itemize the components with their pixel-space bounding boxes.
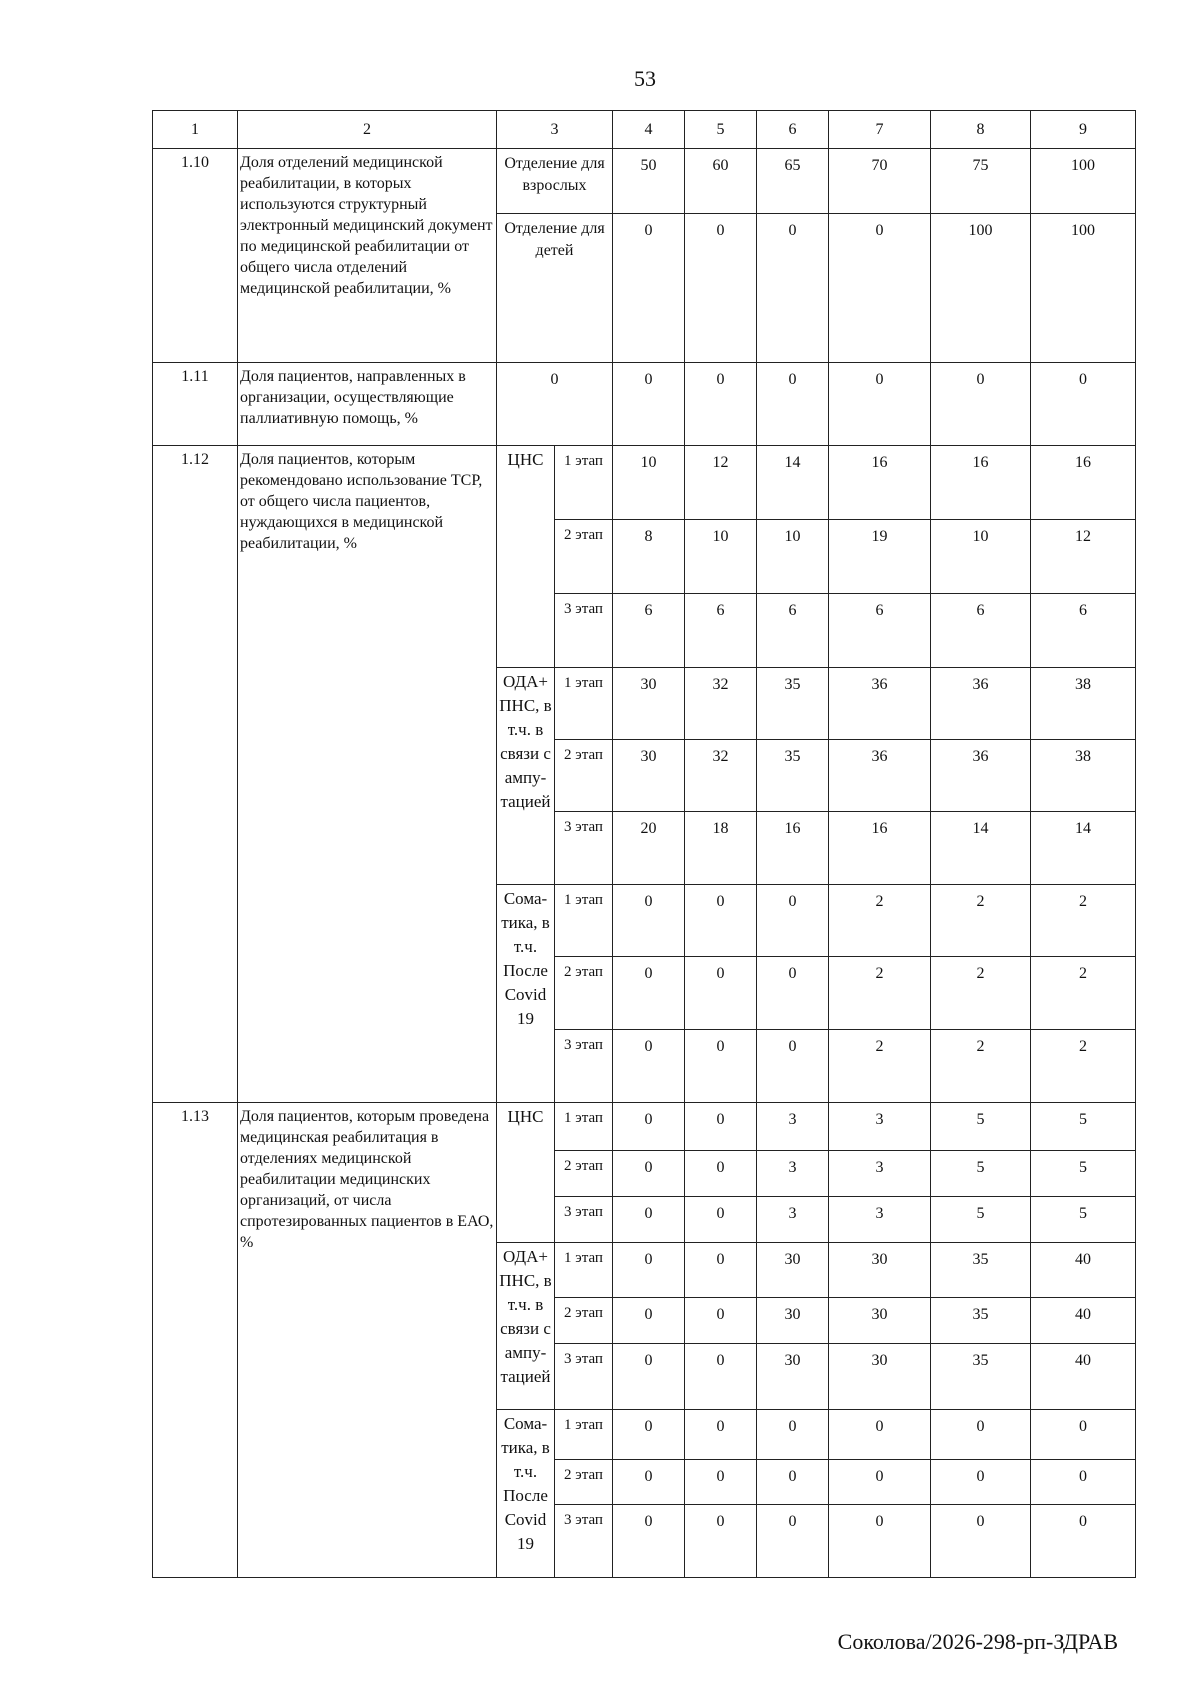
value-cell: 0: [613, 1029, 685, 1102]
value-cell: 35: [931, 1242, 1031, 1298]
row-description: Доля пациентов, направленных в организации, осуществляющие паллиативную помощь, %: [238, 363, 497, 446]
value-cell: 20: [613, 812, 685, 885]
value-cell: 3: [829, 1196, 931, 1242]
stage-label: 3 этап: [555, 594, 613, 668]
value-cell: 100: [931, 214, 1031, 363]
value-cell: 0: [757, 1029, 829, 1102]
value-cell: 2: [829, 884, 931, 956]
value-cell: 14: [757, 446, 829, 520]
value-cell: 0: [613, 1409, 685, 1460]
value-cell: 0: [613, 1151, 685, 1197]
value-cell: 30: [829, 1298, 931, 1344]
group-label: ОДА+ ПНС, в т.ч. в связи с ампу- тацией: [497, 668, 555, 885]
value-cell: 2: [1031, 884, 1136, 956]
value-cell: 16: [1031, 446, 1136, 520]
group-label: ЦНС: [497, 1102, 555, 1242]
value-cell: 10: [931, 520, 1031, 594]
value-cell: 0: [685, 1298, 757, 1344]
value-cell: 6: [829, 594, 931, 668]
value-cell: 0: [1031, 363, 1136, 446]
value-cell: 0: [829, 363, 931, 446]
value-cell: 16: [829, 446, 931, 520]
value-cell: 0: [613, 956, 685, 1029]
stage-label: 1 этап: [555, 1409, 613, 1460]
value-cell: 5: [931, 1196, 1031, 1242]
value-cell: 0: [685, 884, 757, 956]
value-cell: 3: [757, 1151, 829, 1197]
table-row: [153, 1102, 1136, 1151]
value-cell: 16: [757, 812, 829, 885]
value-cell: 0: [685, 1029, 757, 1102]
value-cell: 2: [931, 1029, 1031, 1102]
value-cell: 30: [829, 1343, 931, 1409]
value-cell: 0: [685, 1460, 757, 1505]
value-cell: 0: [829, 1409, 931, 1460]
value-cell: 36: [931, 740, 1031, 812]
header-row: [153, 111, 1136, 149]
value-cell: 18: [685, 812, 757, 885]
value-cell: 36: [829, 740, 931, 812]
value-cell: 0: [757, 363, 829, 446]
value-cell: 38: [1031, 740, 1136, 812]
value-cell: 6: [931, 594, 1031, 668]
value-cell: 35: [757, 668, 829, 740]
value-cell: 0: [497, 363, 613, 446]
category-cell: Отделение для взрослых: [497, 149, 613, 214]
value-cell: 30: [757, 1242, 829, 1298]
value-cell: 0: [613, 1343, 685, 1409]
table-row: [153, 446, 1136, 520]
row-code: 1.11: [153, 363, 238, 446]
value-cell: 0: [757, 214, 829, 363]
stage-label: 2 этап: [555, 1298, 613, 1344]
value-cell: 0: [757, 1460, 829, 1505]
value-cell: 0: [757, 956, 829, 1029]
value-cell: 3: [829, 1102, 931, 1151]
value-cell: 60: [685, 149, 757, 214]
value-cell: 3: [829, 1151, 931, 1197]
header-cell: 6: [757, 111, 829, 149]
value-cell: 14: [931, 812, 1031, 885]
table-row: [153, 149, 1136, 214]
stage-label: 1 этап: [555, 1242, 613, 1298]
value-cell: 0: [829, 1504, 931, 1577]
value-cell: 70: [829, 149, 931, 214]
header-cell: 5: [685, 111, 757, 149]
value-cell: 2: [829, 1029, 931, 1102]
value-cell: 6: [1031, 594, 1136, 668]
group-label: Сома- тика, в т.ч. После Covid 19: [497, 1409, 555, 1577]
value-cell: 10: [685, 520, 757, 594]
value-cell: 35: [931, 1343, 1031, 1409]
value-cell: 38: [1031, 668, 1136, 740]
stage-label: 1 этап: [555, 668, 613, 740]
value-cell: 0: [685, 1196, 757, 1242]
value-cell: 0: [931, 1460, 1031, 1505]
value-cell: 0: [685, 1151, 757, 1197]
value-cell: 6: [685, 594, 757, 668]
row-code: 1.12: [153, 446, 238, 1102]
value-cell: 100: [1031, 214, 1136, 363]
stage-label: 2 этап: [555, 1151, 613, 1197]
value-cell: 10: [757, 520, 829, 594]
value-cell: 0: [829, 1460, 931, 1505]
value-cell: 0: [613, 1460, 685, 1505]
value-cell: 6: [613, 594, 685, 668]
value-cell: 0: [685, 956, 757, 1029]
stage-label: 3 этап: [555, 1196, 613, 1242]
group-label: ЦНС: [497, 446, 555, 668]
value-cell: 40: [1031, 1242, 1136, 1298]
value-cell: 0: [931, 363, 1031, 446]
value-cell: 0: [685, 1242, 757, 1298]
stage-label: 2 этап: [555, 740, 613, 812]
value-cell: 40: [1031, 1298, 1136, 1344]
stage-label: 3 этап: [555, 1029, 613, 1102]
table-row: [153, 363, 1136, 446]
value-cell: 36: [931, 668, 1031, 740]
stage-label: 1 этап: [555, 1102, 613, 1151]
value-cell: 0: [685, 1409, 757, 1460]
value-cell: 5: [1031, 1196, 1136, 1242]
header-cell: 2: [238, 111, 497, 149]
value-cell: 8: [613, 520, 685, 594]
header-cell: 7: [829, 111, 931, 149]
row-description: Доля пациентов, которым проведена медицинская реабилитация в отделениях медицинской реабилитации медицинских организаций, от числа спротезированных пациентов в ЕАО, %: [238, 1102, 497, 1577]
value-cell: 5: [931, 1102, 1031, 1151]
value-cell: 0: [685, 214, 757, 363]
value-cell: 32: [685, 740, 757, 812]
row-code: 1.10: [153, 149, 238, 363]
value-cell: 5: [1031, 1151, 1136, 1197]
row-code: 1.13: [153, 1102, 238, 1577]
value-cell: 0: [613, 1298, 685, 1344]
value-cell: 30: [829, 1242, 931, 1298]
value-cell: 2: [1031, 1029, 1136, 1102]
value-cell: 35: [931, 1298, 1031, 1344]
value-cell: 36: [829, 668, 931, 740]
value-cell: 65: [757, 149, 829, 214]
value-cell: 75: [931, 149, 1031, 214]
value-cell: 16: [931, 446, 1031, 520]
value-cell: 19: [829, 520, 931, 594]
value-cell: 0: [1031, 1460, 1136, 1505]
value-cell: 2: [931, 956, 1031, 1029]
value-cell: 0: [685, 363, 757, 446]
value-cell: 0: [829, 214, 931, 363]
value-cell: 2: [1031, 956, 1136, 1029]
value-cell: 0: [613, 1504, 685, 1577]
stage-label: 2 этап: [555, 520, 613, 594]
value-cell: 0: [613, 1196, 685, 1242]
header-cell: 9: [1031, 111, 1136, 149]
value-cell: 0: [931, 1409, 1031, 1460]
value-cell: 32: [685, 668, 757, 740]
document-reference: Соколова/2026-298-рп-ЗДРАВ: [837, 1629, 1118, 1654]
header-cell: 3: [497, 111, 613, 149]
value-cell: 0: [613, 363, 685, 446]
value-cell: 30: [613, 740, 685, 812]
value-cell: 0: [685, 1343, 757, 1409]
value-cell: 5: [1031, 1102, 1136, 1151]
value-cell: 0: [931, 1504, 1031, 1577]
header-cell: 4: [613, 111, 685, 149]
value-cell: 40: [1031, 1343, 1136, 1409]
stage-label: 2 этап: [555, 1460, 613, 1505]
value-cell: 0: [1031, 1409, 1136, 1460]
category-cell: Отделение для детей: [497, 214, 613, 363]
value-cell: 10: [613, 446, 685, 520]
value-cell: 14: [1031, 812, 1136, 885]
group-label: Сома- тика, в т.ч. После Covid 19: [497, 884, 555, 1102]
value-cell: 0: [757, 884, 829, 956]
value-cell: 3: [757, 1102, 829, 1151]
value-cell: 5: [931, 1151, 1031, 1197]
value-cell: 30: [757, 1343, 829, 1409]
indicators-table: [152, 110, 1136, 1578]
stage-label: 1 этап: [555, 446, 613, 520]
value-cell: 6: [757, 594, 829, 668]
value-cell: 30: [757, 1298, 829, 1344]
stage-label: 2 этап: [555, 956, 613, 1029]
value-cell: 2: [931, 884, 1031, 956]
value-cell: 3: [757, 1196, 829, 1242]
value-cell: 0: [1031, 1504, 1136, 1577]
value-cell: 35: [757, 740, 829, 812]
value-cell: 0: [685, 1504, 757, 1577]
header-cell: 1: [153, 111, 238, 149]
value-cell: 100: [1031, 149, 1136, 214]
stage-label: 3 этап: [555, 1343, 613, 1409]
value-cell: 0: [613, 884, 685, 956]
page-number: 53: [634, 66, 656, 91]
value-cell: 0: [613, 214, 685, 363]
stage-label: 3 этап: [555, 1504, 613, 1577]
value-cell: 2: [829, 956, 931, 1029]
value-cell: 0: [685, 1102, 757, 1151]
row-description: Доля отделений медицинской реабилитации, в которых используются структурный электронный медицинский документ по медицинской реабилитации от общего числа отделений медицинской реабилитации, %: [238, 149, 497, 363]
value-cell: 0: [757, 1504, 829, 1577]
value-cell: 0: [613, 1102, 685, 1151]
value-cell: 12: [685, 446, 757, 520]
value-cell: 0: [757, 1409, 829, 1460]
group-label: ОДА+ ПНС, в т.ч. в связи с ампу- тацией: [497, 1242, 555, 1409]
value-cell: 16: [829, 812, 931, 885]
header-cell: 8: [931, 111, 1031, 149]
value-cell: 12: [1031, 520, 1136, 594]
row-description: Доля пациентов, которым рекомендовано использование ТСР, от общего числа пациентов, нуждающихся в медицинской реабилитации, %: [238, 446, 497, 1102]
stage-label: 3 этап: [555, 812, 613, 885]
value-cell: 50: [613, 149, 685, 214]
value-cell: 0: [613, 1242, 685, 1298]
value-cell: 30: [613, 668, 685, 740]
stage-label: 1 этап: [555, 884, 613, 956]
